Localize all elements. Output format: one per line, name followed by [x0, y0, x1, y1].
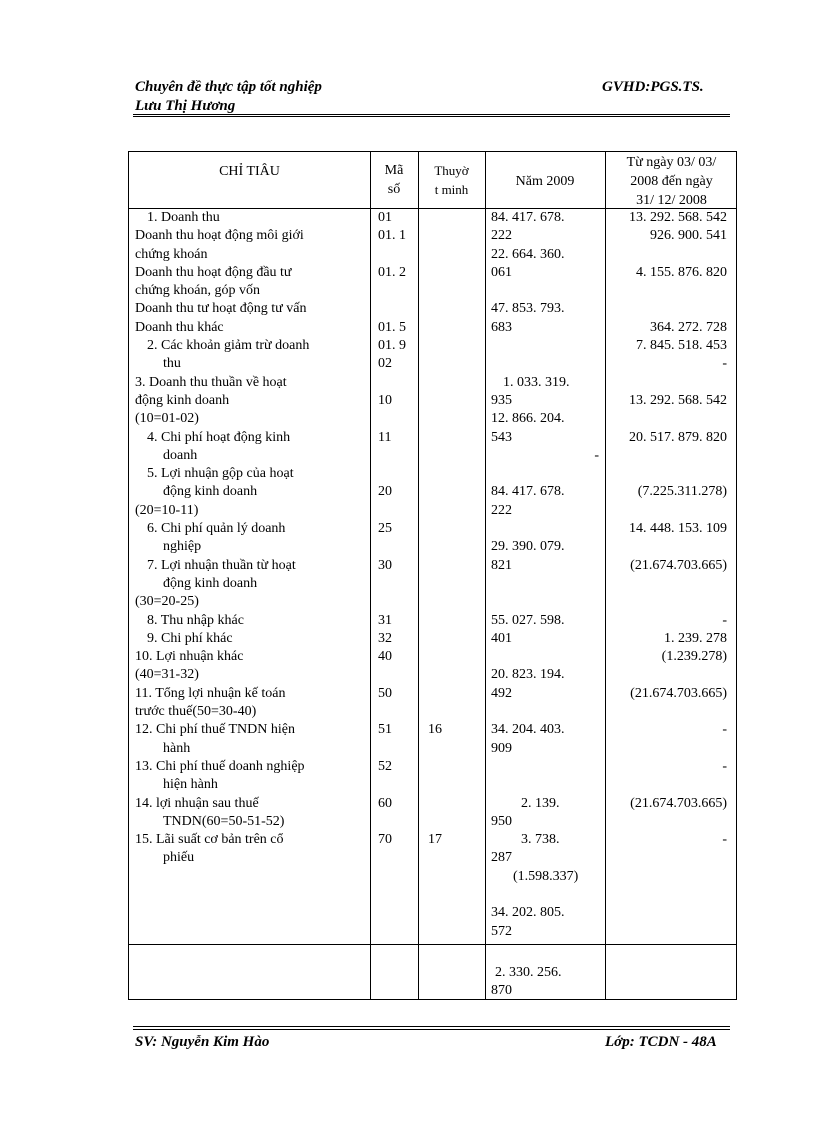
chi-tieu-line: nghiệp — [163, 539, 202, 555]
ma-so-column — [378, 209, 416, 868]
period-2008-value — [609, 300, 727, 318]
nam-2009-value: 47. 853. 793. — [491, 301, 565, 317]
thuyet-minh-value — [428, 758, 478, 776]
thuyet-minh-value — [428, 520, 478, 538]
thuyet-minh-value — [428, 612, 478, 630]
thuyet-minh-value — [428, 246, 478, 264]
nam-2009-value — [491, 886, 599, 904]
period-2008-value: 13. 292. 568. 542 — [629, 210, 727, 225]
chi-tieu-line: hiện hành — [163, 777, 218, 793]
chi-tieu-line: 12. Chi phí thuế TNDN hiện — [135, 722, 295, 738]
thuyet-minh-value: 17 — [428, 832, 442, 848]
ma-so-value: 52 — [378, 758, 392, 774]
period-2008-value — [609, 593, 727, 611]
period-2008-value: 4. 155. 876. 820 — [636, 264, 727, 280]
header-ma-so: Mã số — [384, 163, 404, 197]
chi-tieu-line: (20=10-11) — [135, 502, 199, 518]
period-2008-value: 364. 272. 728 — [650, 319, 727, 335]
period-2008-value — [609, 246, 727, 264]
chi-tieu-line: 6. Chi phí quản lý doanh — [147, 521, 286, 537]
header-supervisor: GVHD:PGS.TS. — [602, 79, 704, 95]
period-2008-value — [609, 740, 727, 758]
chi-tieu-line: 7. Lợi nhuận thuần từ hoạt — [147, 557, 296, 573]
chi-tieu-line: 11. Tổng lợi nhuận kế toán — [135, 685, 286, 701]
ma-so-value — [378, 465, 416, 483]
chi-tieu-line: 13. Chi phí thuế doanh nghiệp — [135, 758, 305, 774]
nam-2009-value: 222 — [491, 228, 512, 244]
thuyet-minh-value — [428, 465, 478, 483]
footer-class: Lớp: TCDN - 48A — [605, 1034, 717, 1050]
header-rule — [133, 116, 730, 117]
ma-so-value — [378, 740, 416, 758]
chi-tieu-line: 14. lợi nhuận sau thuế — [135, 795, 259, 811]
chi-tieu-line: Doanh thu hoạt động đầu tư — [135, 264, 292, 280]
ma-so-value: 01. 9 — [378, 338, 406, 354]
period-2008-value — [609, 410, 727, 428]
nam-2009-value: 909 — [491, 740, 512, 756]
period-2008-value: 20. 517. 879. 820 — [629, 429, 727, 445]
thuyet-minh-value — [428, 227, 478, 245]
thuyet-minh-value — [428, 575, 478, 593]
thuyet-minh-value — [428, 337, 478, 355]
chi-tieu-line: doanh — [163, 447, 198, 463]
thuyet-minh-value — [428, 740, 478, 758]
ma-so-value: 51 — [378, 722, 392, 738]
chi-tieu-line: (30=20-25) — [135, 594, 199, 610]
period-2008-value — [609, 465, 727, 483]
thuyet-minh-value — [428, 593, 478, 611]
ma-so-value — [378, 849, 416, 867]
nam-2009-value — [491, 465, 599, 483]
nam-2009-value: 12. 866. 204. — [491, 411, 565, 427]
header-nam-2009: Năm 2009 — [515, 174, 575, 189]
period-2008-value: - — [722, 832, 727, 848]
column-divider — [418, 152, 419, 999]
ma-so-value — [378, 410, 416, 428]
nam-2009-value — [491, 355, 599, 373]
header-document-title: Chuyên đề thực tập tốt nghiệp — [135, 79, 322, 95]
period-2008-value: (21.674.703.665) — [630, 685, 727, 701]
ma-so-value — [378, 447, 416, 465]
chi-tieu-line: động kinh doanh — [163, 484, 258, 500]
thuyet-minh-value — [428, 429, 478, 447]
nam-2009-value: 3. 738. — [521, 832, 560, 848]
ma-so-value: 30 — [378, 557, 392, 573]
nam-2009-value: 2. 139. — [521, 795, 560, 811]
nam-2009-value: 543 — [491, 429, 512, 445]
ma-so-value: 32 — [378, 630, 392, 646]
ma-so-value — [378, 813, 416, 831]
period-2008-value: (1.239.278) — [661, 649, 727, 665]
ma-so-value — [378, 703, 416, 721]
ma-so-value: 01. 1 — [378, 228, 406, 244]
chi-tieu-line: động kinh doanh — [163, 575, 258, 591]
ma-so-value: 11 — [378, 429, 392, 445]
ma-so-value: 02 — [378, 356, 392, 372]
header-rule — [133, 114, 730, 115]
thuyet-minh-value — [428, 319, 478, 337]
thuyet-minh-value — [428, 703, 478, 721]
last-row-nam-2009: 2. 330. 256. 870 — [491, 965, 562, 999]
chi-tieu-line: Doanh thu khác — [135, 319, 224, 335]
body-row-divider — [129, 944, 736, 945]
ma-so-value — [378, 502, 416, 520]
nam-2009-value — [491, 758, 599, 776]
nam-2009-value: 061 — [491, 264, 512, 280]
income-statement-table — [128, 151, 737, 1000]
nam-2009-value — [491, 337, 599, 355]
nam-2009-value: 20. 823. 194. — [491, 667, 565, 683]
nam-2009-value — [491, 520, 599, 538]
thuyet-minh-value — [428, 410, 478, 428]
chi-tieu-line: hành — [163, 740, 191, 756]
ma-so-value — [378, 300, 416, 318]
nam-2009-value — [491, 593, 599, 611]
period-2008-value — [609, 282, 727, 300]
period-2008-column — [609, 209, 727, 868]
period-2008-value — [609, 575, 727, 593]
nam-2009-value: 935 — [491, 392, 512, 408]
ma-so-value: 70 — [378, 832, 392, 848]
chi-tieu-line: 5. Lợi nhuận gộp của hoạt — [147, 466, 294, 482]
period-2008-value: (21.674.703.665) — [630, 795, 727, 811]
ma-so-value: 01 — [378, 210, 392, 225]
thuyet-minh-value — [428, 776, 478, 794]
chi-tieu-line: phiếu — [163, 850, 195, 866]
ma-so-value: 20 — [378, 484, 392, 500]
nam-2009-value: 1. 033. 319. — [503, 374, 570, 390]
nam-2009-value: 287 — [491, 850, 512, 866]
column-divider — [485, 152, 486, 999]
thuyet-minh-value — [428, 685, 478, 703]
period-2008-value: 13. 292. 568. 542 — [629, 392, 727, 408]
thuyet-minh-value — [428, 282, 478, 300]
chi-tieu-line: 9. Chi phí khác — [147, 630, 233, 646]
period-2008-value: 7. 845. 518. 453 — [636, 338, 727, 354]
chi-tieu-line: 1. Doanh thu — [147, 210, 220, 225]
chi-tieu-line: 4. Chi phí hoạt động kinh — [147, 429, 291, 445]
nam-2009-column — [491, 209, 599, 941]
period-2008-value: - — [722, 612, 727, 628]
period-2008-value: 926. 900. 541 — [650, 228, 727, 244]
chi-tieu-line: (40=31-32) — [135, 667, 199, 683]
ma-so-value — [378, 666, 416, 684]
nam-2009-value: 29. 390. 079. — [491, 539, 565, 555]
chi-tieu-line: trước thuế(50=30-40) — [135, 704, 257, 720]
nam-2009-value — [491, 776, 599, 794]
ma-so-value — [378, 282, 416, 300]
thuyet-minh-value — [428, 557, 478, 575]
thuyet-minh-value — [428, 209, 478, 227]
nam-2009-value: 22. 664. 360. — [491, 246, 565, 262]
thuyet-minh-value — [428, 813, 478, 831]
thuyet-minh-value — [428, 849, 478, 867]
footer-rule — [133, 1026, 730, 1027]
ma-so-value: 10 — [378, 392, 392, 408]
footer-rule — [133, 1029, 730, 1030]
nam-2009-value: 34. 204. 403. — [491, 722, 565, 738]
nam-2009-value: 401 — [491, 630, 512, 646]
nam-2009-value: - — [594, 447, 599, 463]
nam-2009-value: 84. 417. 678. — [491, 484, 565, 500]
thuyet-minh-value — [428, 300, 478, 318]
chi-tieu-line: chứng khoán, góp vốn — [135, 283, 261, 299]
chi-tieu-column — [135, 209, 367, 868]
ma-so-value — [378, 593, 416, 611]
ma-so-value — [378, 538, 416, 556]
period-2008-value — [609, 776, 727, 794]
period-2008-value — [609, 374, 727, 392]
ma-so-value — [378, 575, 416, 593]
nam-2009-value — [491, 282, 599, 300]
ma-so-value: 01. 5 — [378, 319, 406, 335]
chi-tieu-line: 10. Lợi nhuận khác — [135, 649, 244, 665]
period-2008-value — [609, 666, 727, 684]
chi-tieu-line: 15. Lãi suất cơ bản trên cổ — [135, 832, 284, 848]
chi-tieu-line: Doanh thu tư hoạt động tư vấn — [135, 301, 307, 317]
nam-2009-value: 950 — [491, 813, 512, 829]
period-2008-value — [609, 703, 727, 721]
ma-so-value: 31 — [378, 612, 392, 628]
ma-so-value: 25 — [378, 521, 392, 537]
ma-so-value — [378, 246, 416, 264]
ma-so-value: 40 — [378, 649, 392, 665]
nam-2009-value: 821 — [491, 557, 512, 573]
nam-2009-value: 84. 417. 678. — [491, 210, 565, 225]
chi-tieu-line: Doanh thu hoạt động môi giới — [135, 228, 304, 244]
header-author: Lưu Thị Hương — [135, 98, 236, 114]
chi-tieu-line: 3. Doanh thu thuần về hoạt — [135, 374, 287, 390]
period-2008-value — [609, 502, 727, 520]
ma-so-value: 50 — [378, 685, 392, 701]
thuyet-minh-value — [428, 264, 478, 282]
thuyet-minh-value — [428, 648, 478, 666]
nam-2009-value: (1.598.337) — [513, 868, 579, 884]
period-2008-value: - — [722, 758, 727, 774]
nam-2009-value — [491, 703, 599, 721]
chi-tieu-line: chứng khoán — [135, 246, 208, 262]
column-divider — [605, 152, 606, 999]
period-2008-value: (7.225.311.278) — [637, 484, 727, 500]
nam-2009-value: 222 — [491, 502, 512, 518]
thuyet-minh-value — [428, 502, 478, 520]
thuyet-minh-value — [428, 795, 478, 813]
period-2008-value: (21.674.703.665) — [630, 557, 727, 573]
header-thuyet-minh: Thuyờ t minh — [434, 163, 469, 197]
nam-2009-value: 34. 202. 805. — [491, 905, 565, 921]
thuyet-minh-value — [428, 666, 478, 684]
thuyet-minh-value — [428, 630, 478, 648]
ma-so-value — [378, 776, 416, 794]
chi-tieu-line: 2. Các khoản giảm trừ doanh — [147, 338, 310, 354]
thuyet-minh-value — [428, 355, 478, 373]
period-2008-value — [609, 538, 727, 556]
thuyet-minh-value: 16 — [428, 722, 442, 738]
thuyet-minh-value — [428, 374, 478, 392]
chi-tieu-line: động kinh doanh — [135, 392, 230, 408]
thuyet-minh-column — [428, 209, 478, 868]
header-chi-tieu: CHỈ TIÂU — [219, 164, 280, 179]
footer-student: SV: Nguyễn Kim Hào — [135, 1034, 270, 1050]
ma-so-value — [378, 374, 416, 392]
nam-2009-value: 683 — [491, 319, 512, 335]
period-2008-value — [609, 447, 727, 465]
chi-tieu-line: 8. Thu nhập khác — [147, 612, 244, 628]
thuyet-minh-value — [428, 392, 478, 410]
thuyet-minh-value — [428, 483, 478, 501]
thuyet-minh-value — [428, 447, 478, 465]
column-divider — [370, 152, 371, 999]
chi-tieu-line: TNDN(60=50-51-52) — [163, 813, 285, 829]
nam-2009-value: 55. 027. 598. — [491, 612, 565, 628]
period-2008-value: 1. 239. 278 — [664, 630, 727, 646]
header-period-2008: Từ ngày 03/ 03/ 2008 đến ngày 31/ 12/ 2008 — [626, 155, 717, 208]
ma-so-value: 60 — [378, 795, 392, 811]
period-2008-value — [609, 813, 727, 831]
period-2008-value: - — [722, 356, 727, 372]
nam-2009-value: 572 — [491, 923, 512, 939]
nam-2009-value — [491, 575, 599, 593]
period-2008-value: - — [722, 722, 727, 738]
period-2008-value: 14. 448. 153. 109 — [629, 521, 727, 537]
chi-tieu-line: thu — [163, 356, 181, 372]
thuyet-minh-value — [428, 538, 478, 556]
ma-so-value: 01. 2 — [378, 264, 406, 280]
nam-2009-value — [491, 648, 599, 666]
chi-tieu-line: (10=01-02) — [135, 411, 199, 427]
nam-2009-value: 492 — [491, 685, 512, 701]
period-2008-value — [609, 849, 727, 867]
